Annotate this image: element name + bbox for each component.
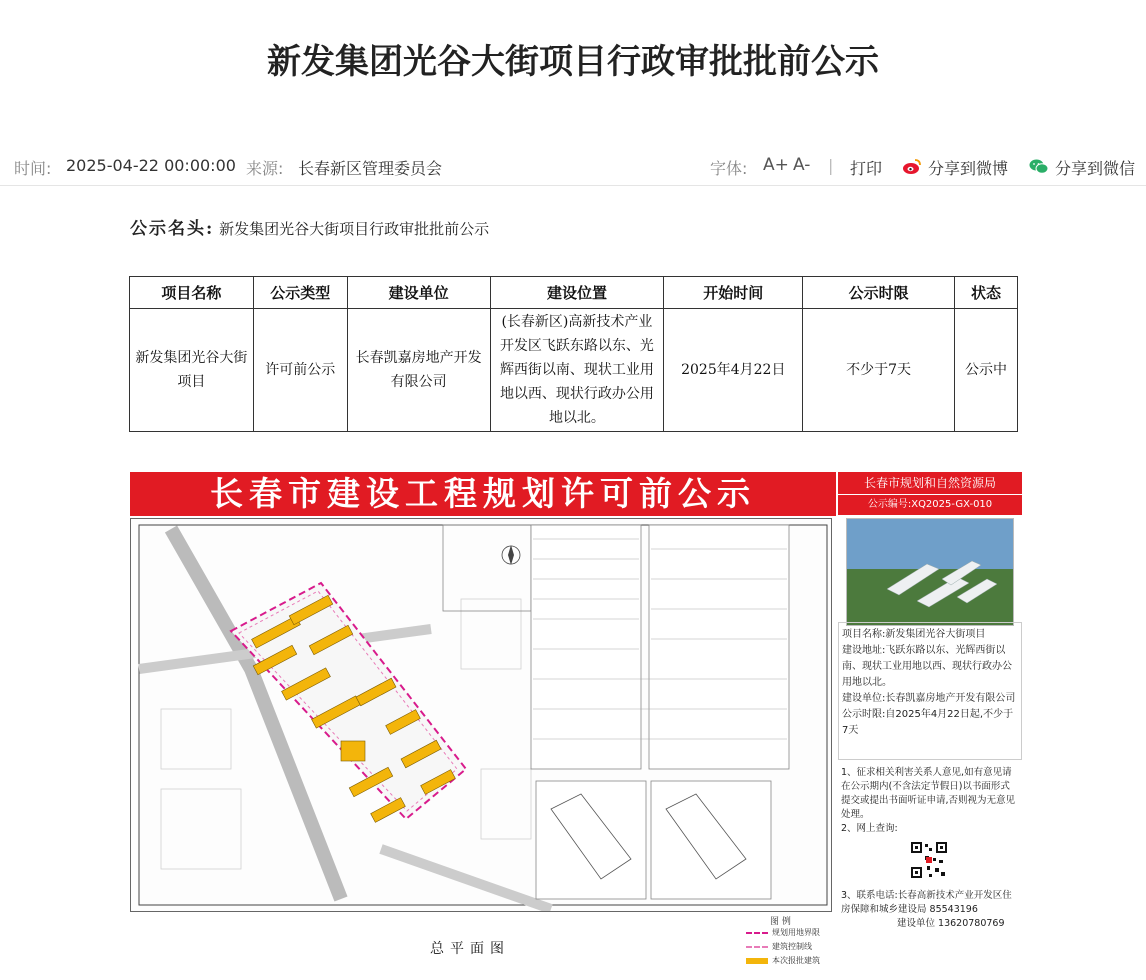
print-button[interactable]: 打印: [850, 159, 883, 178]
table-row: [130, 309, 1018, 432]
legend-swatch: [746, 946, 768, 948]
article-meta-bar: [0, 150, 1146, 184]
permit-poster-image: [130, 472, 1022, 980]
legend-item: 规划用地界限: [772, 928, 820, 937]
table-header-row: [130, 277, 1018, 309]
page-title: 新发集团光谷大街项目行政审批批前公示: [267, 42, 879, 82]
weibo-icon[interactable]: [902, 158, 922, 179]
wechat-icon[interactable]: [1029, 158, 1049, 179]
poster-note-1: 1、征求相关利害关系人意见,如有意见请在公示期内(不含法定节假日)以书面形式提交或提出书面听证申请,否则视为无意见处理。: [841, 767, 1016, 820]
col-header: 开始时间: [664, 277, 803, 309]
share-weibo-button[interactable]: 分享到微博: [928, 159, 1009, 178]
time-label: 时间:: [14, 159, 52, 178]
qr-code-icon: [909, 840, 949, 880]
legend-swatch: [746, 932, 768, 934]
font-larger-button[interactable]: A+: [763, 155, 789, 175]
building-rendering: [846, 518, 1014, 626]
col-header: 公示时限: [803, 277, 955, 309]
poster-note-3b: 建设单位 13620780769: [897, 918, 1005, 929]
poster-developer: 建设单位:长春凯嘉房地产开发有限公司: [842, 693, 1016, 704]
font-size-label: 字体:: [710, 159, 748, 178]
cell-location: (长春新区)高新技术产业开发区飞跃东路以东、光辉西街以南、现状工业用地以西、现状行政办公用地以北。: [490, 309, 664, 432]
cell-project-name: 新发集团光谷大街项目: [130, 309, 254, 432]
col-header: 项目名称: [130, 277, 254, 309]
notice-head-value: 新发集团光谷大街项目行政审批批前公示: [219, 220, 490, 238]
col-header: 建设单位: [347, 277, 490, 309]
poster-address: 建设地址:飞跃东路以东、光辉西街以南、现状工业用地以西、现状行政办公用地以北。: [842, 645, 1012, 688]
font-smaller-button[interactable]: A-: [793, 155, 811, 175]
poster-bureau: 长春市规划和自然资源局: [838, 472, 1022, 494]
poster-project-info: [838, 622, 1022, 760]
legend-item: 建筑控制线: [772, 942, 812, 951]
time-value: 2025-04-22 00:00:00: [66, 156, 236, 175]
plan-legend: [746, 926, 820, 968]
meta-divider-line: [0, 185, 1146, 186]
cell-status: 公示中: [955, 309, 1018, 432]
cell-start: 2025年4月22日: [664, 309, 803, 432]
poster-project: 项目名称:新发集团光谷大街项目: [842, 629, 986, 640]
site-plan-drawing: [130, 518, 832, 912]
meta-divider: |: [828, 156, 834, 175]
legend-item: 本次报批建筑: [772, 956, 820, 965]
legend-swatch: [746, 958, 768, 964]
poster-notes: [838, 762, 1022, 929]
col-header: 建设位置: [490, 277, 664, 309]
col-header: 公示类型: [253, 277, 347, 309]
source-label: 来源:: [246, 159, 284, 178]
col-header: 状态: [955, 277, 1018, 309]
plan-caption: 总平面图: [430, 941, 510, 957]
share-wechat-button[interactable]: 分享到微信: [1055, 159, 1136, 178]
poster-code: 公示编号:XQ2025-GX-010: [838, 495, 1022, 515]
notice-table: [129, 276, 1018, 432]
notice-heading: [130, 214, 489, 239]
cell-period: 不少于7天: [803, 309, 955, 432]
notice-head-label: 公示名头:: [130, 219, 215, 239]
cell-type: 许可前公示: [253, 309, 347, 432]
poster-banner: 长春市建设工程规划许可前公示: [130, 472, 836, 516]
poster-period: 公示时限:自2025年4月22日起,不少于7天: [842, 709, 1014, 736]
poster-note-3: 3、联系电话:长春高新技术产业开发区住房保障和城乡建设局 85543196: [841, 890, 1012, 915]
cell-developer: 长春凯嘉房地产开发有限公司: [347, 309, 490, 432]
poster-note-2: 2、网上查询:: [841, 823, 898, 834]
legend-title: 图 例: [770, 917, 791, 927]
source-value: 长春新区管理委员会: [298, 159, 443, 178]
